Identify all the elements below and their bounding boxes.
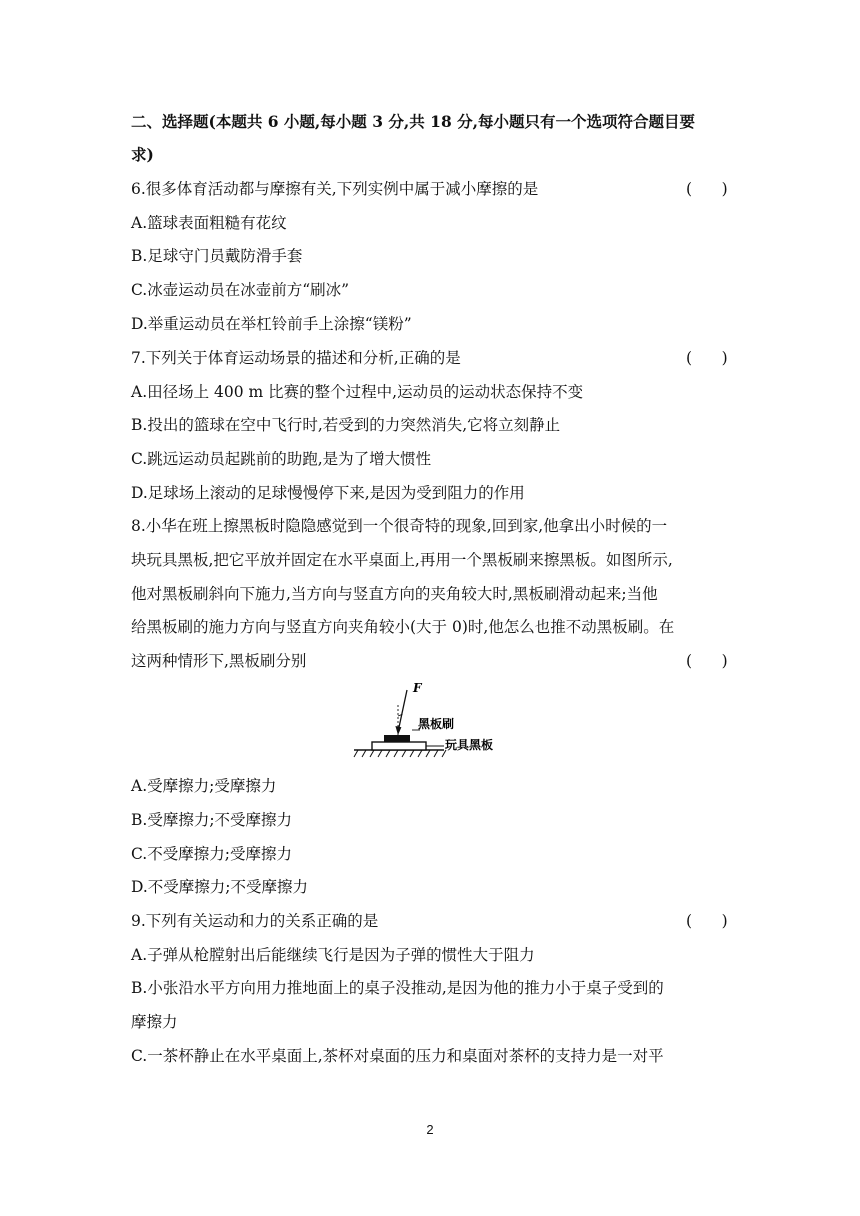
- q8-option-b: B.受摩擦力;不受摩擦力: [131, 811, 293, 829]
- board-label: 玩具黑板: [445, 738, 494, 752]
- q6-answer-paren: ( ): [686, 180, 728, 198]
- q9-stem: 9.下列有关运动和力的关系正确的是: [131, 912, 379, 930]
- q8-answer-paren: ( ): [686, 652, 728, 670]
- q8-option-c: C.不受摩擦力;受摩擦力: [131, 845, 292, 863]
- toy-blackboard-shape: [372, 742, 426, 750]
- q9-option-c-line1: C.一茶杯静止在水平桌面上,茶杯对桌面的压力和桌面对茶杯的支持力是一对平: [131, 1047, 664, 1065]
- q6-stem: 6.很多体育活动都与摩擦有关,下列实例中属于减小摩擦的是: [131, 180, 539, 198]
- q6-option-d: D.举重运动员在举杠铃前手上涂擦“镁粉”: [131, 315, 412, 333]
- q7-option-a: A.田径场上 400 m 比赛的整个过程中,运动员的运动状态保持不变: [131, 383, 584, 401]
- q8-stem-line4: 给黑板刷的施力方向与竖直方向夹角较小(大于 0)时,他怎么也推不动黑板刷。在: [131, 618, 675, 636]
- q6-option-b: B.足球守门员戴防滑手套: [131, 247, 303, 265]
- q9-option-b-line2: 摩擦力: [131, 1013, 178, 1031]
- q8-stem-line3: 他对黑板刷斜向下施力,当方向与竖直方向的夹角较大时,黑板刷滑动起来;当他: [131, 585, 658, 603]
- q7-option-b: B.投出的篮球在空中飞行时,若受到的力突然消失,它将立刻静止: [131, 416, 561, 434]
- q7-option-c: C.跳远运动员起跳前的助跑,是为了增大惯性: [131, 450, 432, 468]
- q6-option-c: C.冰壶运动员在冰壶前方“刷冰”: [131, 281, 350, 299]
- q7-stem: 7.下列关于体育运动场景的描述和分析,正确的是: [131, 349, 461, 367]
- force-label: F: [413, 681, 422, 695]
- q7-answer-paren: ( ): [686, 349, 728, 367]
- blackboard-brush-shape: [384, 735, 410, 742]
- q8-stem-line5: 这两种情形下,黑板刷分别: [131, 652, 307, 670]
- q8-stem-line2: 块玩具黑板,把它平放并固定在水平桌面上,再用一个黑板刷来擦黑板。如图所示,: [131, 551, 673, 569]
- q7-option-d: D.足球场上滚动的足球慢慢停下来,是因为受到阻力的作用: [131, 484, 525, 502]
- force-arrowhead: [395, 726, 401, 735]
- q8-figure: [350, 680, 510, 762]
- section-header-line2: 求): [131, 145, 154, 164]
- q8-option-d: D.不受摩擦力;不受摩擦力: [131, 878, 309, 896]
- ground-hatching: [354, 750, 446, 757]
- q9-option-a: A.子弹从枪膛射出后能继续飞行是因为子弹的惯性大于阻力: [131, 946, 535, 964]
- q9-option-b-line1: B.小张沿水平方向用力推地面上的桌子没推动,是因为他的推力小于桌子受到的: [131, 979, 664, 997]
- q6-option-a: A.篮球表面粗糙有花纹: [131, 214, 287, 232]
- q9-answer-paren: ( ): [686, 912, 728, 930]
- section-header-line1: 二、选择题(本题共 6 小题,每小题 3 分,共 18 分,每小题只有一个选项符合题目要: [131, 112, 696, 131]
- q8-option-a: A.受摩擦力;受摩擦力: [131, 777, 277, 795]
- q8-stem-line1: 8.小华在班上擦黑板时隐隐感觉到一个很奇特的现象,回到家,他拿出小时候的一: [131, 517, 668, 535]
- brush-label: 黑板刷: [418, 717, 455, 731]
- force-arrow-line: [398, 690, 407, 732]
- page-number: 2: [426, 1122, 434, 1137]
